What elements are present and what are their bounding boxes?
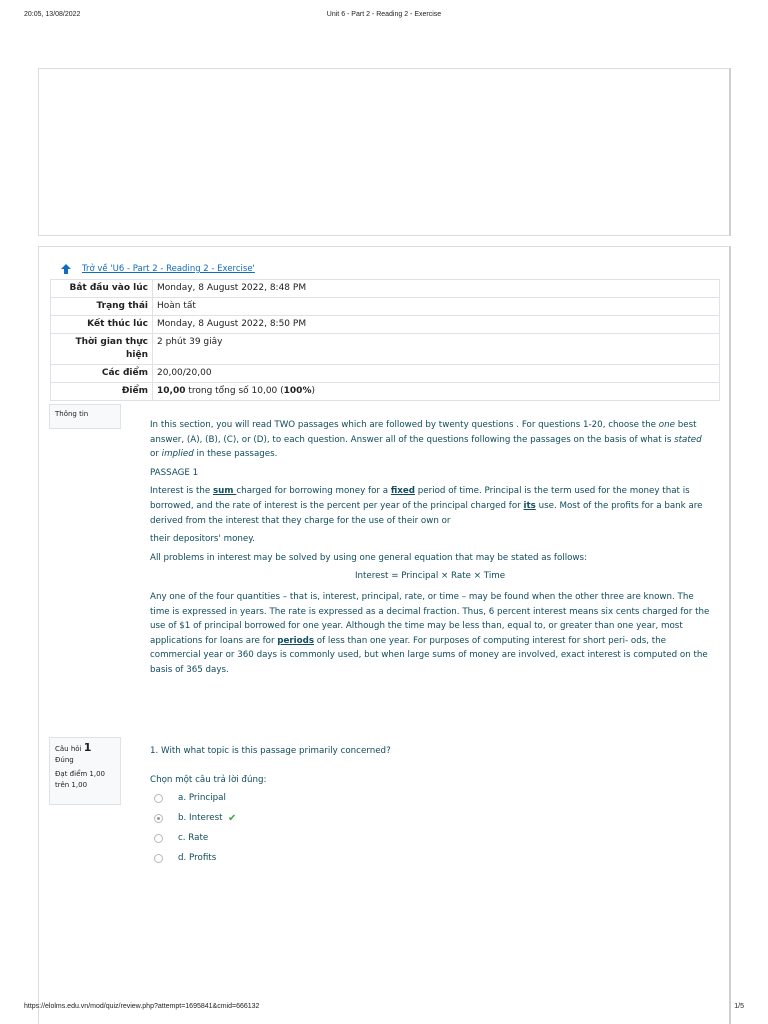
summary-label: Trạng thái xyxy=(51,298,153,316)
summary-label: Thời gian thực hiện xyxy=(51,334,153,365)
intro-text: In this section, you will read TWO passages which are followed by twenty questions . For questions 1-20, choose the xyxy=(150,420,659,430)
print-page-title: Unit 6 - Part 2 - Reading 2 - Exercise xyxy=(326,11,442,18)
answer-label: d. Profits xyxy=(178,853,217,863)
grade-percent: 100% xyxy=(283,386,312,396)
info-box-label: Thông tin xyxy=(55,410,89,418)
paragraph-text: charged for borrowing money for a xyxy=(236,486,391,497)
summary-value: 2 phút 39 giây xyxy=(153,334,720,365)
passage-paragraph-3: All problems in interest may be solved by using one general equation that may be stated as follows: xyxy=(150,552,587,563)
empty-top-panel xyxy=(38,68,731,236)
print-header xyxy=(0,11,768,23)
question-number: 1 xyxy=(83,741,92,754)
radio-button-selected[interactable] xyxy=(154,814,163,823)
print-footer xyxy=(0,1003,768,1015)
answer-label: c. Rate xyxy=(178,833,209,843)
checkmark-icon: ✔ xyxy=(228,813,237,824)
summary-row-marks xyxy=(51,365,720,383)
print-page-number: 1/5 xyxy=(734,1003,744,1010)
grade-score: 10,00 xyxy=(157,386,186,396)
summary-label: Các điểm xyxy=(51,365,153,383)
intro-text: in these passages. xyxy=(193,449,278,460)
underlined-word-its: its xyxy=(523,500,536,511)
grade-value xyxy=(153,383,720,401)
paragraph-text: Interest is the xyxy=(150,486,213,497)
passage-paragraph-2: their depositors' money. xyxy=(150,534,255,545)
print-url: https://elolms.edu.vn/mod/quiz/review.php?attempt=1695841&cmid=666132 xyxy=(24,1003,260,1010)
question-info-box xyxy=(49,737,121,805)
paragraph-text: of less than one year. For purposes of computing interest for short peri- ods, the commercial year or 360 days is commonly used, but when large sums of money are involved, exact interest is computed on the basis of 365 days. xyxy=(150,635,708,675)
grade-middle: trong tổng số 10,00 ( xyxy=(185,386,284,396)
summary-value: Hoàn tất xyxy=(153,298,720,316)
passage-heading: PASSAGE 1 xyxy=(150,467,199,478)
paragraph-text: Any one of the four quantities – that is, interest, principal, rate, or time – may be found when the other three are known. The time is expressed in years. The rate is expressed as a decimal fraction. Thus, 6 percent interest means six cents charged for the use of $1 of principal borrowed for one year. Although the time may be less than, equal to, or greater than one year, most applications for loans are for xyxy=(150,591,710,646)
summary-row-state xyxy=(51,298,720,316)
passage-paragraph-1 xyxy=(150,484,710,528)
answer-label: b. Interest xyxy=(178,813,223,823)
question-mark: Đạt điểm 1,00 trên 1,00 xyxy=(55,770,106,789)
underlined-word-sum: sum xyxy=(212,486,237,497)
arrow-up-icon xyxy=(60,263,72,275)
intro-emphasis-one: one xyxy=(658,420,675,430)
question-status: Đúng xyxy=(55,756,74,764)
intro-text: best answer, (A), (B), (C), or (D), to each question. Answer all of the questions following the passages on the basis of what is xyxy=(150,420,697,445)
passage-intro xyxy=(150,418,710,462)
question-number-line xyxy=(55,742,115,755)
summary-row-time-taken xyxy=(51,334,720,365)
question-text: 1. With what topic is this passage primarily concerned? xyxy=(150,746,391,756)
paragraph-text: use. Most of the profits for a bank are derived from the interest that they charge for the use of their own or xyxy=(150,500,703,526)
summary-label: Bắt đầu vào lúc xyxy=(51,280,153,298)
grade-end: ) xyxy=(311,386,315,396)
intro-emphasis-stated: stated xyxy=(674,434,702,445)
summary-row-started xyxy=(51,280,720,298)
print-timestamp: 20:05, 13/08/2022 xyxy=(24,11,81,18)
summary-label: Kết thúc lúc xyxy=(51,316,153,334)
info-box xyxy=(49,404,121,429)
underlined-word-fixed: fixed xyxy=(390,486,415,497)
question-prefix: Câu hỏi xyxy=(55,745,82,753)
underlined-word-periods: periods xyxy=(277,635,315,646)
passage-paragraph-4 xyxy=(150,590,710,678)
reading-passage xyxy=(150,418,710,682)
answer-prompt: Chọn một câu trả lời đúng: xyxy=(150,775,267,785)
radio-button[interactable] xyxy=(154,794,163,803)
back-link-text[interactable]: Trở về 'U6 - Part 2 - Reading 2 - Exercise' xyxy=(82,264,255,274)
radio-button[interactable] xyxy=(154,854,163,863)
passage-equation: Interest = Principal × Rate × Time xyxy=(354,571,506,582)
summary-row-grade xyxy=(51,383,720,401)
summary-value: Monday, 8 August 2022, 8:48 PM xyxy=(153,280,720,298)
summary-value: Monday, 8 August 2022, 8:50 PM xyxy=(153,316,720,334)
summary-value: 20,00/20,00 xyxy=(153,365,720,383)
paragraph-text: period of time. Principal is the term used for the money that is borrowed, and the rate of interest is the percent per year of the principal charged for xyxy=(150,486,690,511)
answer-label: a. Principal xyxy=(178,793,226,803)
radio-button[interactable] xyxy=(154,834,163,843)
intro-emphasis-implied: implied xyxy=(161,449,194,460)
summary-label: Điểm xyxy=(51,383,153,401)
intro-text: or xyxy=(150,449,162,460)
summary-row-completed xyxy=(51,316,720,334)
attempt-summary-table xyxy=(50,279,720,401)
